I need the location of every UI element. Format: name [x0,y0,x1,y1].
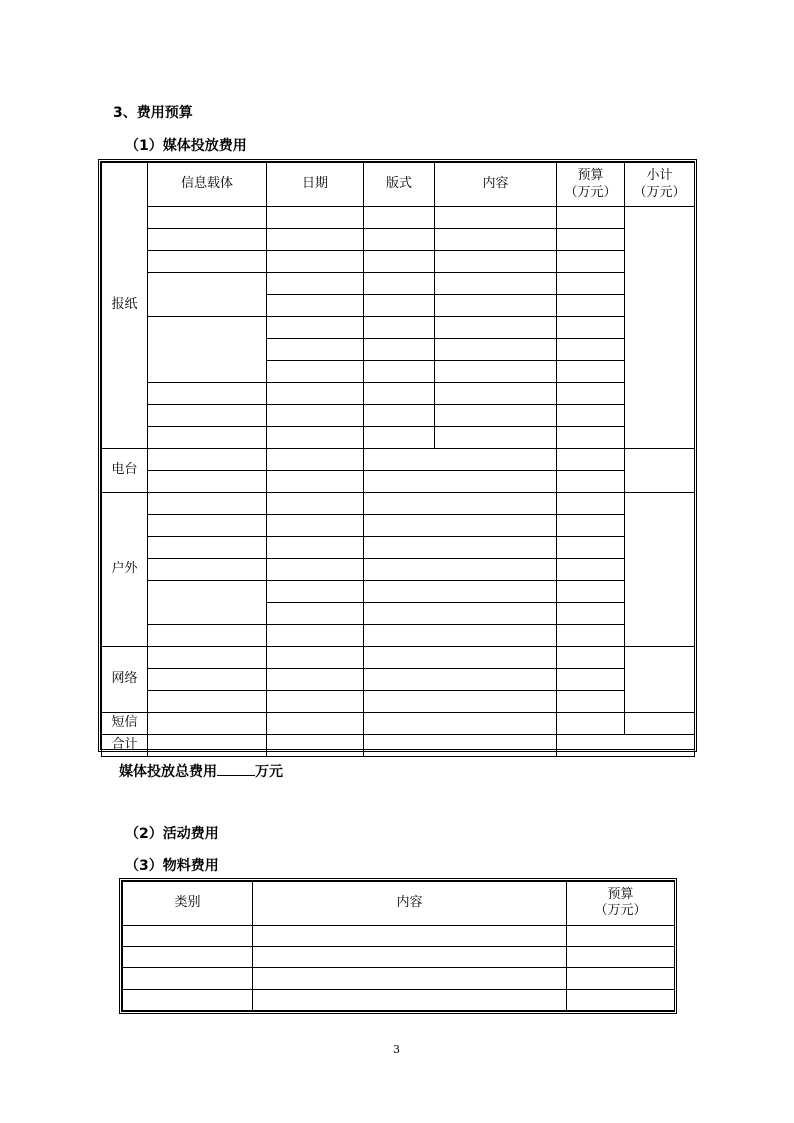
table-cell[interactable] [567,925,675,946]
table-cell[interactable] [557,669,625,691]
table-cell[interactable] [435,427,557,449]
header-subtotal [625,163,695,207]
table-cell[interactable] [557,251,625,273]
table-row [102,273,695,295]
table-cell[interactable] [364,317,435,339]
table-cell[interactable] [123,968,253,989]
header-subtotal-line2: （万元） [633,184,686,200]
table-cell[interactable] [364,537,557,559]
table-row [102,713,695,735]
table-cell[interactable] [148,251,267,273]
table-row [102,581,695,603]
header-budget-line2: （万元） [564,184,617,200]
table-cell[interactable] [148,647,267,669]
header-subtotal-line1: 小计 [646,168,673,184]
table-cell[interactable] [267,581,364,603]
table-cell[interactable] [148,713,267,735]
header-format: 版式 [364,163,435,207]
subtotal-internet-cell[interactable] [625,647,695,713]
table-cell[interactable] [435,405,557,427]
table-cell[interactable] [364,493,557,515]
table-cell[interactable] [148,735,267,757]
table-cell[interactable] [435,273,557,295]
table-cell[interactable] [148,427,267,449]
header-content: 内容 [253,882,567,926]
table-cell[interactable] [253,968,567,989]
subsection-media-title: （1）媒体投放费用 [125,138,247,154]
table-cell[interactable] [267,603,364,625]
table-cell[interactable] [267,713,364,735]
table-cell[interactable] [557,449,625,471]
table-cell[interactable] [267,625,364,647]
table-cell[interactable] [557,317,625,339]
table-cell[interactable] [567,947,675,968]
table-cell[interactable] [364,207,435,229]
subtotal-outdoor-cell[interactable] [625,493,695,647]
table-row [102,427,695,449]
table-row [102,647,695,669]
table-cell[interactable] [557,361,625,383]
table-cell[interactable] [123,925,253,946]
table-cell[interactable] [364,295,435,317]
table-cell[interactable] [364,229,435,251]
header-content: 内容 [435,163,557,207]
table-cell[interactable] [364,339,435,361]
table-cell[interactable] [557,515,625,537]
table-cell[interactable] [267,251,364,273]
table-cell[interactable] [567,989,675,1010]
table-cell[interactable] [267,537,364,559]
table-cell[interactable] [123,989,253,1010]
table-cell[interactable] [435,339,557,361]
table-row [102,625,695,647]
table-cell[interactable] [435,383,557,405]
table-cell[interactable] [364,581,557,603]
table-cell[interactable] [364,625,557,647]
table-row [102,317,695,339]
table-cell[interactable] [253,925,567,946]
table-cell[interactable] [435,361,557,383]
subtotal-newspaper-cell[interactable] [625,207,695,449]
table-cell[interactable] [253,989,567,1010]
header-budget-line1: 预算 [577,168,604,184]
table-cell[interactable] [557,559,625,581]
table-cell[interactable] [364,251,435,273]
table-cell[interactable] [267,229,364,251]
table-cell[interactable] [567,968,675,989]
table-cell[interactable] [364,405,435,427]
table-cell[interactable] [557,493,625,515]
table-cell[interactable] [557,339,625,361]
table-cell[interactable] [364,713,557,735]
table-cell[interactable] [148,691,267,713]
table-row [102,449,695,471]
table-cell[interactable] [148,559,267,581]
table-row [102,251,695,273]
table-cell[interactable] [148,207,267,229]
category-internet: 网络 [102,647,148,713]
header-budget [567,882,675,926]
table-row [102,669,695,691]
table-cell[interactable] [148,537,267,559]
table-row [123,925,675,946]
table-cell[interactable] [148,581,267,625]
table-cell[interactable] [557,581,625,603]
table-cell[interactable] [557,427,625,449]
table-cell[interactable] [123,947,253,968]
table-cell[interactable] [267,339,364,361]
table-cell[interactable] [148,383,267,405]
table-row [102,515,695,537]
table-cell[interactable] [364,515,557,537]
table-row [102,471,695,493]
table-cell[interactable] [148,317,267,383]
section-title: 3、费用预算 [113,105,193,121]
table-row [102,383,695,405]
table-cell[interactable] [267,515,364,537]
table-cell[interactable] [557,691,625,713]
table-cell[interactable] [267,405,364,427]
table-cell[interactable] [267,207,364,229]
subsection-materials-title: （3）物料费用 [125,858,219,874]
table-row [123,968,675,989]
table-cell[interactable] [557,603,625,625]
table-cell[interactable] [364,427,435,449]
table-row [102,405,695,427]
table-cell[interactable] [267,383,364,405]
table-cell[interactable] [267,295,364,317]
total-amount-cell[interactable] [557,735,695,757]
category-outdoor: 户外 [102,493,148,647]
category-total: 合计 [102,735,148,757]
table-cell[interactable] [364,273,435,295]
table-cell[interactable] [364,647,557,669]
table-cell[interactable] [267,427,364,449]
table-cell[interactable] [364,691,557,713]
subtotal-sms-cell[interactable] [625,713,695,735]
table-cell[interactable] [267,273,364,295]
category-sms: 短信 [102,713,148,735]
table-row [102,537,695,559]
table-cell[interactable] [267,647,364,669]
page-number: 3 [393,1043,400,1056]
table-cell[interactable] [557,383,625,405]
table-cell[interactable] [267,735,364,757]
table-cell[interactable] [267,691,364,713]
header-budget-line2: （万元） [594,903,647,919]
media-total-prefix: 媒体投放总费用 [119,764,217,780]
table-cell[interactable] [253,947,567,968]
table-cell[interactable] [557,713,625,735]
table-cell[interactable] [148,229,267,251]
table-row [123,947,675,968]
table-cell[interactable] [364,449,557,471]
table-cell[interactable] [557,625,625,647]
table-cell[interactable] [435,207,557,229]
table-cell[interactable] [435,317,557,339]
table-cell[interactable] [148,449,267,471]
table-cell[interactable] [148,669,267,691]
table-cell[interactable] [557,537,625,559]
table-cell[interactable] [148,273,267,317]
header-category: 类别 [123,882,253,926]
table-row [102,207,695,229]
table-row [123,989,675,1010]
table-cell[interactable] [148,471,267,493]
table-cell[interactable] [267,559,364,581]
subsection-activity-title: （2）活动费用 [125,826,219,842]
category-newspaper: 报纸 [102,163,148,449]
header-carrier: 信息载体 [148,163,267,207]
table-cell[interactable] [267,449,364,471]
table-cell[interactable] [364,669,557,691]
table-cell[interactable] [435,295,557,317]
table-row [102,229,695,251]
table-cell[interactable] [364,603,557,625]
subtotal-radio-cell[interactable] [625,449,695,493]
table-cell[interactable] [557,295,625,317]
table-row [102,559,695,581]
table-cell[interactable] [148,405,267,427]
table-cell[interactable] [364,471,557,493]
table-cell[interactable] [267,669,364,691]
table-cell[interactable] [557,207,625,229]
table-cell[interactable] [364,559,557,581]
media-budget-table [98,159,697,752]
media-total-line [119,761,283,781]
table-cell[interactable] [435,251,557,273]
table-cell[interactable] [267,493,364,515]
materials-budget-table [119,878,677,1014]
table-cell[interactable] [557,229,625,251]
table-cell[interactable] [364,383,435,405]
table-cell[interactable] [267,317,364,339]
media-total-blank[interactable] [217,761,255,776]
table-cell[interactable] [364,735,557,757]
table-cell[interactable] [148,625,267,647]
table-cell[interactable] [364,361,435,383]
table-row-total [102,735,695,757]
table-cell[interactable] [148,493,267,515]
header-budget-line1: 预算 [607,887,634,903]
table-cell[interactable] [435,229,557,251]
header-date: 日期 [267,163,364,207]
header-budget [557,163,625,207]
table-cell[interactable] [557,471,625,493]
table-cell[interactable] [557,273,625,295]
table-cell[interactable] [267,471,364,493]
table-row [102,691,695,713]
category-radio: 电台 [102,449,148,493]
table-row [102,493,695,515]
media-total-suffix: 万元 [255,764,283,780]
table-cell[interactable] [557,405,625,427]
table-cell[interactable] [148,515,267,537]
table-cell[interactable] [557,647,625,669]
table-cell[interactable] [267,361,364,383]
